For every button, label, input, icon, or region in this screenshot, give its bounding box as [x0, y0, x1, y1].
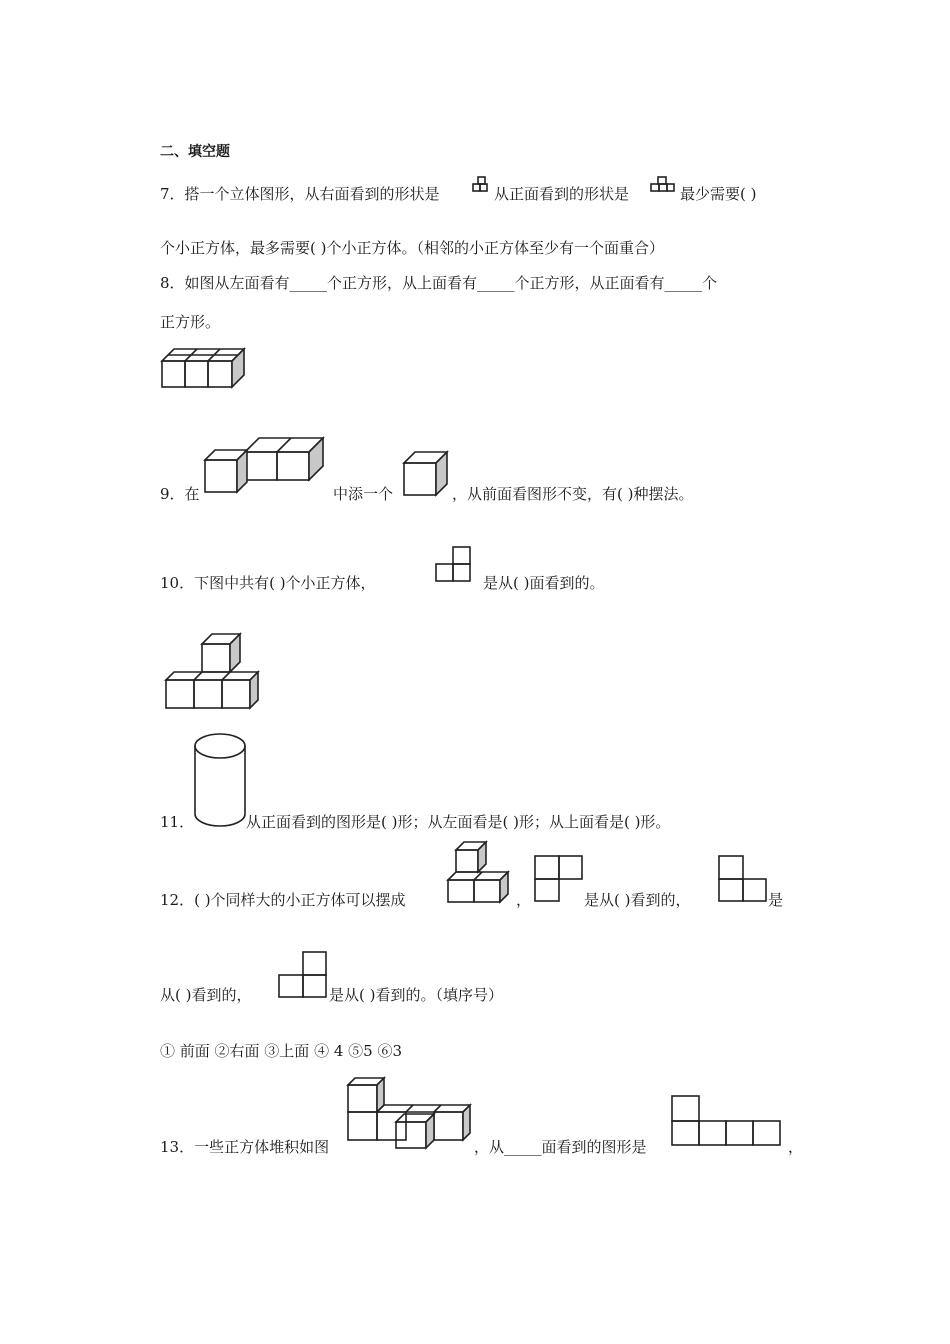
q13-text-2: ，从_____面看到的图形是	[474, 1138, 647, 1156]
q12-text-4: 是	[768, 891, 784, 909]
q13-cube-figure	[346, 1076, 474, 1150]
q9-single-cube	[402, 450, 450, 498]
q12-cube-figure	[446, 838, 516, 904]
q7-text-1: 7．搭一个立体图形，从右面看到的形状是	[160, 185, 440, 203]
q7-text-4: 个小正方体，最多需要( )个小正方体。（相邻的小正方体至少有一个面重合）	[160, 239, 664, 257]
q12-text-3: 是从( )看到的，	[584, 891, 691, 909]
q12-options: ① 前面 ②右面 ③上面 ④ 4 ⑤5 ⑥3	[160, 1042, 403, 1060]
q7-text-2: 从正面看到的形状是	[494, 185, 630, 203]
q9-stack-figure	[203, 434, 325, 496]
q9-text-1: 9．在	[160, 485, 200, 503]
section-title: 二、填空题	[160, 144, 230, 160]
q9-text-2: 中添一个	[333, 485, 394, 503]
q11-text-2: 从正面看到的图形是( )形；从左面看是( )形；从上面看是( )形。	[246, 813, 671, 831]
q13-text-1: 13．一些正方体堆积如图	[160, 1138, 330, 1156]
q9-text-3: ，从前面看图形不变，有( )种摆法。	[452, 485, 694, 503]
q12-view-figure-a	[534, 855, 584, 903]
q12-text-1: 12．( )个同样大的小正方体可以摆成	[160, 891, 406, 909]
q11-text-1: 11．	[160, 813, 195, 831]
q10-text-1: 10．下图中共有( )个小正方体，	[160, 574, 376, 592]
q8-line-1: 8．如图从左面看有_____个正方形，从上面看有_____个正方形，从正面看有_____个	[160, 274, 718, 292]
q10-text-2: 是从( )面看到的。	[483, 574, 605, 592]
q10-view-figure	[435, 546, 473, 584]
q7-text-3: 最少需要( )	[680, 185, 757, 203]
q11-cylinder-figure	[193, 732, 249, 830]
q8-cube-figure	[160, 344, 246, 392]
q13-view-figure	[671, 1095, 783, 1147]
q12-view-figure-c	[278, 951, 328, 999]
q7-right-view-figure	[472, 176, 492, 194]
q12-text-6: 是从( )看到的。（填序号）	[329, 986, 503, 1004]
q12-view-figure-b	[718, 855, 768, 903]
q8-line-2: 正方形。	[160, 313, 221, 331]
q10-cube-figure	[164, 632, 262, 712]
q13-text-3: ，	[788, 1138, 804, 1156]
q7-front-view-figure	[650, 176, 676, 194]
q12-text-2: ，	[516, 891, 532, 909]
q12-text-5: 从( )看到的，	[160, 986, 252, 1004]
